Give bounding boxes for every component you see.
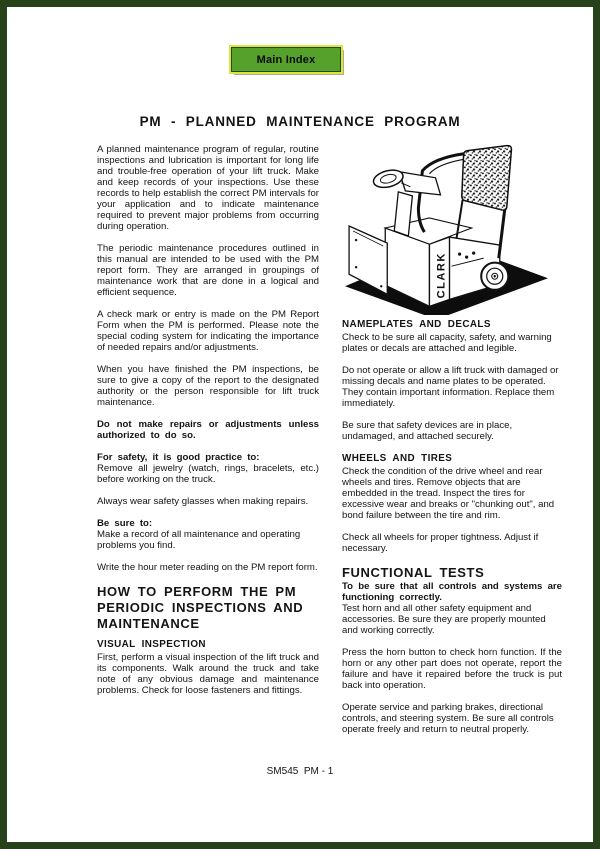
functional-paragraph-1: Test horn and all other safety equipment and accessories. Be sure they are properly mounted and working correctly. [342, 603, 546, 636]
functional-paragraph-2: Press the horn button to check horn function. If the horn or any other part does not operate, report the failure and have it repaired before the truck is put back into operation. [342, 647, 562, 691]
nameplates-heading: NAMEPLATES AND DECALS [342, 319, 491, 330]
be-sure-lead: Be sure to: [97, 518, 153, 529]
check-mark-paragraph: A check mark or entry is made on the PM Report Form when the PM is performed. Please note the special coding system for indicating the importance of needed repairs and/or adjustments. [97, 309, 319, 353]
nameplates-paragraph-1: Check to be sure all capacity, safety, and warning plates or decals are attached and legible. [342, 332, 552, 354]
be-sure-paragraph [97, 518, 319, 551]
lift-truck-figure [331, 135, 550, 315]
main-index-button[interactable]: Main Index [231, 47, 341, 72]
safety-practice-paragraph [97, 452, 319, 485]
safety-practice-lead: For safety, it is good practice to: [97, 452, 260, 463]
page-title: PM - PLANNED MAINTENANCE PROGRAM [139, 114, 461, 129]
footer-page-number: SM545 PM - 1 [266, 766, 334, 777]
forklift-illustration [331, 135, 550, 315]
hour-meter-paragraph: Write the hour meter reading on the PM report form. [97, 562, 318, 573]
left-column [97, 144, 319, 707]
clark-logo-text: CLARK [435, 252, 448, 299]
visual-inspection-text: First, perform a visual inspection of the lift truck and its components. Walk around the truck and take note of any obvious damage and maintenance problems. Check for loose fasteners and fittings. [97, 652, 319, 696]
periodic-procedures-paragraph: The periodic maintenance procedures outlined in this manual are intended to be used with the PM report form. They are arranged in groupings of maintenance work that are done in a logical and efficient sequence. [97, 243, 319, 298]
safety-practice-text: Remove all jewelry (watch, rings, bracelets, etc.) before working on the truck. [97, 463, 319, 485]
functional-tests-heading: FUNCTIONAL TESTS [342, 565, 485, 580]
nameplates-paragraph-3: Be sure that safety devices are in place, undamaged, and attached securely. [342, 420, 513, 442]
functional-paragraph-3: Operate service and parking brakes, directional controls, and steering system. Be sure all controls operate freely and return to neutral properly. [342, 702, 554, 735]
guard-mesh-panel [462, 146, 512, 211]
nameplates-paragraph-2: Do not operate or allow a lift truck with damaged or missing decals and name plates to be operated. They contain important information. Replace them immediately. [342, 365, 559, 409]
wheels-paragraph-2: Check all wheels for proper tightness. Adjust if necessary. [342, 532, 539, 554]
intro-paragraph: A planned maintenance program of regular, routine inspections and lubrication is important for long life and trouble-free operation of your lift truck. Make and keep records of your inspections. Use these records to help establish the correct PM intervals for your application and to indicate maintenance required to prevent major problems from occurring during operation. [97, 144, 319, 232]
do-not-make-repairs-note: Do not make repairs or adjustments unless authorized to do so. [97, 419, 319, 441]
right-column [342, 319, 562, 746]
wheels-tires-heading: WHEELS AND TIRES [342, 453, 453, 464]
how-to-perform-heading: HOW TO PERFORM THE PM PERIODIC INSPECTIONS AND MAINTENANCE [97, 584, 304, 631]
functional-tests-lead: To be sure that all controls and systems are functioning correctly. [342, 581, 562, 603]
finished-inspections-paragraph: When you have finished the PM inspections, be sure to give a copy of the report to the designated authority or the person responsible for lift truck maintenance. [97, 364, 319, 408]
be-sure-text: Make a record of all maintenance and operating problems you find. [97, 529, 301, 551]
wheels-paragraph-1: Check the condition of the drive wheel and rear wheels and tires. Remove objects that are embedded in the tread. Inspect the tires for excessive wear and breaks or "chunking out", and bond failure between the tire and rim. [342, 466, 555, 521]
visual-inspection-heading: VISUAL INSPECTION [97, 639, 206, 650]
safety-glasses-paragraph: Always wear safety glasses when making repairs. [97, 496, 309, 507]
